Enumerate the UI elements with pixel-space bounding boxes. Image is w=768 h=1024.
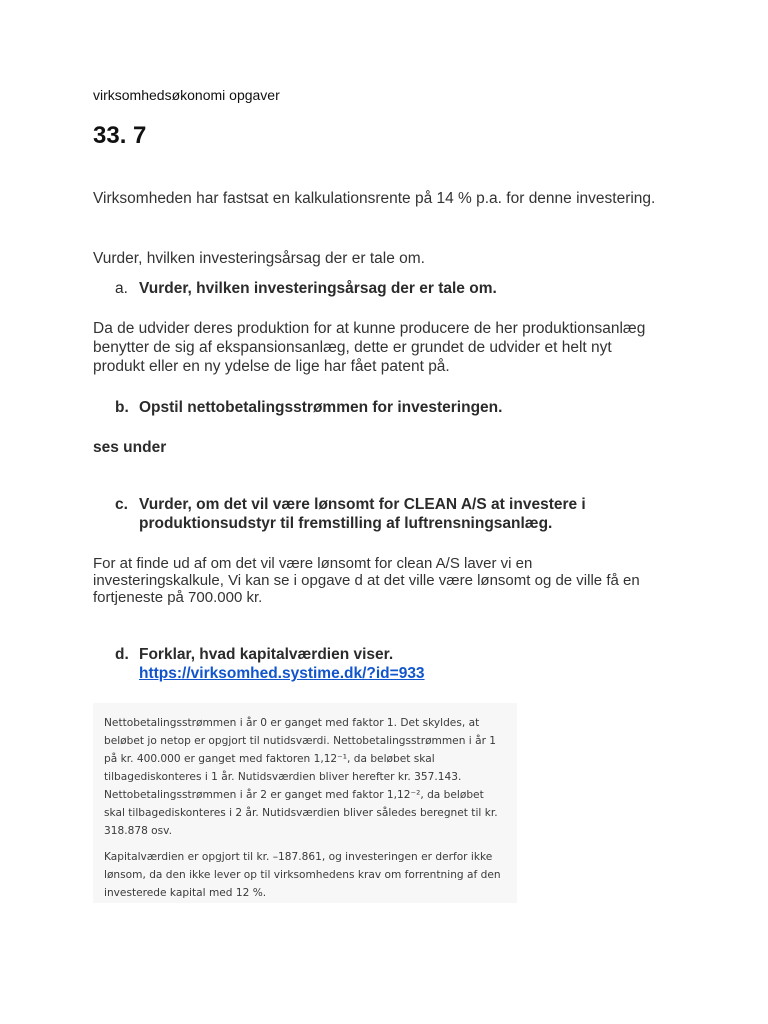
question-c-letter: c. <box>115 496 128 513</box>
answer-c-paragraph: For at finde ud af om det vil være lønsomt for clean A/S laver vi en investeringskalkule, Vi kan se i opgave d at det ville være lønsomt og de ville få en fortjeneste på 700.000 kr. <box>93 555 640 606</box>
question-b-letter: b. <box>115 399 129 416</box>
question-a <box>115 279 655 298</box>
question-b <box>115 398 655 417</box>
question-d-letter: d. <box>115 646 129 663</box>
systime-link[interactable]: https://virksomhed.systime.dk/?id=933 <box>139 665 425 682</box>
excerpt-paragraph-1: Nettobetalingsstrømmen i år 0 er ganget med faktor 1. Det skyldes, at beløbet jo netop er opgjort til nutidsværdi. Nettobetalingsstrømmen i år 1 på kr. 400.000 er ganget med faktoren 1,12⁻¹, da beløbet skal tilbagediskonteres i 1 år. Nutidsværdien bliver herefter kr. 357.143. Nettobetalingsstrømmen i år 2 er ganget med faktor 1,12⁻², da beløbet skal tilbagediskonteres i 2 år. Nutidsværdien bliver således beregnet til kr. 318.878 osv. <box>104 717 498 837</box>
intro-paragraph: Virksomheden har fastsat en kalkulationsrente på 14 % p.a. for denne investering. <box>93 190 656 207</box>
document-header-label: virksomhedsøkonomi opgaver <box>93 87 280 103</box>
question-d <box>115 645 655 683</box>
answer-a-paragraph: Da de udvider deres produktion for at kunne producere de her produktionsanlæg benytter de sig af ekspansionsanlæg, dette er grundet de udvider et helt nyt produkt eller en ny ydelse de lige har fået patent på. <box>93 320 646 375</box>
question-a-text: Vurder, hvilken investeringsårsag der er tale om. <box>139 280 497 297</box>
textbook-excerpt-image <box>93 703 517 903</box>
question-c <box>115 495 655 533</box>
answer-b-text: ses under <box>93 439 167 456</box>
page-title: 33. 7 <box>93 122 147 149</box>
question-b-text: Opstil nettobetalingsstrømmen for investeringen. <box>139 399 503 416</box>
question-c-text: Vurder, om det vil være lønsomt for CLEAN A/S at investere i produktionsudstyr til fremstilling af luftrensningsanlæg. <box>139 496 586 532</box>
intro-question: Vurder, hvilken investeringsårsag der er tale om. <box>93 250 425 267</box>
question-d-text: Forklar, hvad kapitalværdien viser. <box>139 646 394 663</box>
excerpt-paragraph-2: Kapitalværdien er opgjort til kr. –187.861, og investeringen er derfor ikke lønsom, da den ikke lever op til virksomhedens krav om forrentning af den investerede kapital med 12 %. <box>104 851 501 899</box>
question-a-letter: a. <box>115 280 128 297</box>
